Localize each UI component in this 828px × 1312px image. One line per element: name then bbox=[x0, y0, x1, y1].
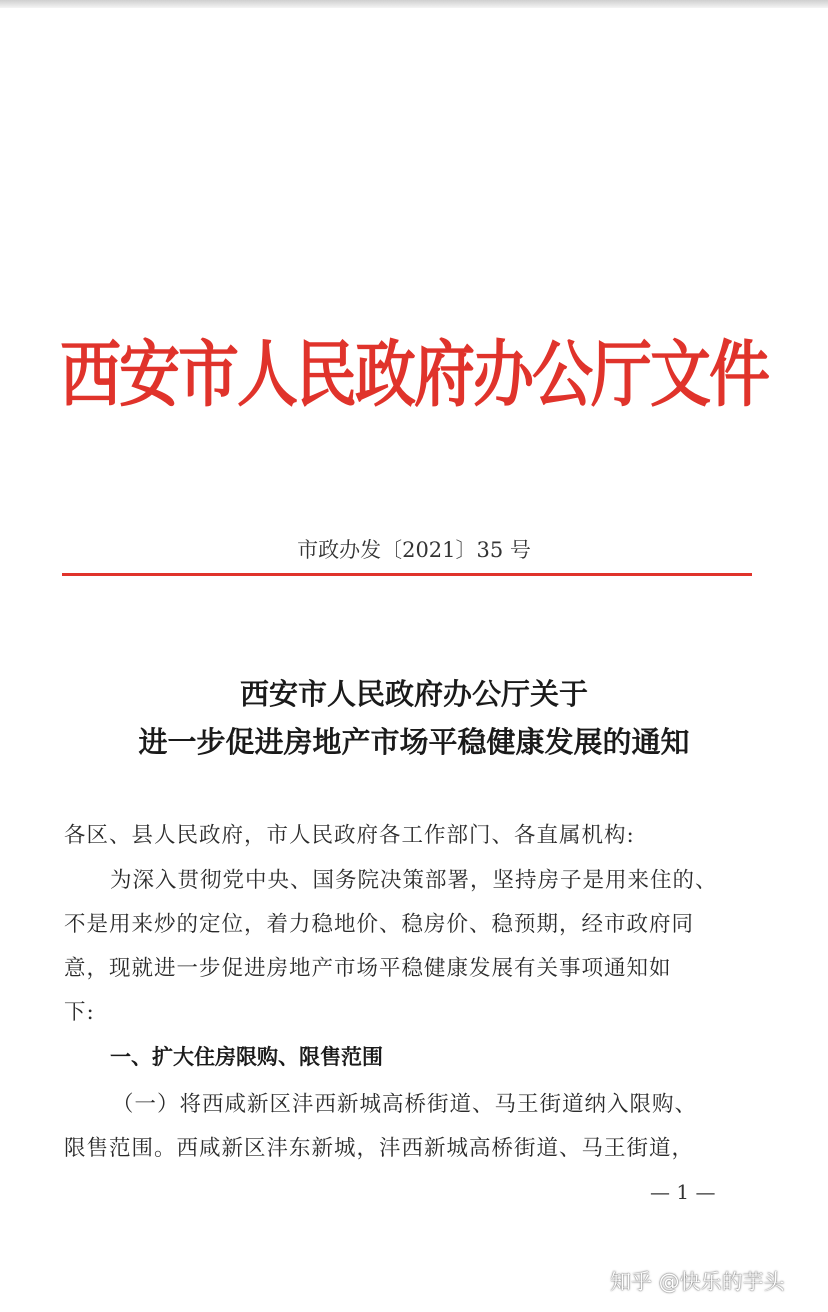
addressee-line: 各区、县人民政府，市人民政府各工作部门、各直属机构: bbox=[64, 823, 635, 848]
zhihu-watermark: 知乎 @快乐的芋头 bbox=[610, 1270, 785, 1294]
paragraph-line: 下: bbox=[64, 1000, 95, 1025]
paragraph-line: 为深入贯彻党中央、国务院决策部署，坚持房子是用来住的、 bbox=[110, 868, 718, 893]
notice-title-line-2: 进一步促进房地产市场平稳健康发展的通知 bbox=[138, 725, 690, 759]
notice-title-line-1: 西安市人民政府办公厅关于 bbox=[239, 677, 588, 711]
item-line: （一）将西咸新区沣西新城高桥街道、马王街道纳入限购、 bbox=[112, 1092, 698, 1117]
page-number: — 1 — bbox=[650, 1180, 716, 1204]
paragraph-line: 不是用来炒的定位，着力稳地价、稳房价、稳预期，经市政府同 bbox=[64, 912, 695, 937]
page-top-edge bbox=[0, 0, 828, 8]
red-divider-line bbox=[62, 573, 752, 576]
document-number: 市政办发〔2021〕35 号 bbox=[297, 538, 531, 562]
item-line: 限售范围。西咸新区沣东新城，沣西新城高桥街道、马王街道， bbox=[64, 1136, 695, 1161]
paragraph-line: 意，现就进一步促进房地产市场平稳健康发展有关事项通知如 bbox=[64, 956, 672, 981]
document-header-title: 西安市人民政府办公厅文件 bbox=[59, 333, 768, 418]
section-heading: 一、扩大住房限购、限售范围 bbox=[110, 1045, 383, 1069]
